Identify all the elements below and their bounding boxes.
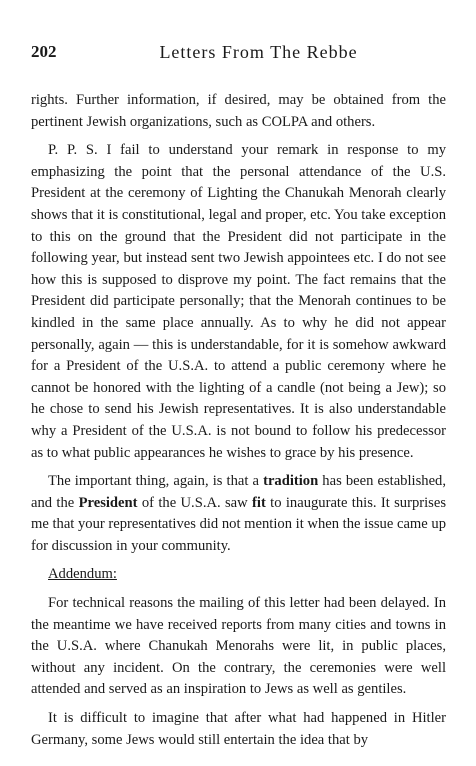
paragraph-tradition xyxy=(31,471,446,557)
text-run: to inaugurate this. It surprises me that your representatives did not mention it when the issue came up for discussion in your community. xyxy=(31,494,447,554)
page-number: 202 xyxy=(31,42,57,61)
bold-word-president: President xyxy=(78,494,138,511)
addendum-heading xyxy=(31,564,446,586)
text-run: has been established, and the xyxy=(31,473,446,511)
running-title: Letters From The Rebbe xyxy=(159,42,358,62)
addendum-label: Addendum: xyxy=(48,566,117,583)
paragraph-pps: P. P. S. I fail to understand your remark in response to my emphasizing the point that the personal attendance of the U.S. President at the ceremony of Lighting the Chanukah Menorah clearly shows that it is constitutional, legal and proper, etc. You take exception to this on the ground that the President did not participate in the following year, but instead sent two Jewish appointees etc. I do not see how this is supposed to disprove my point. The fact remains that the President did participate personally; that the Menorah continues to be kindled in the same place annually. As to why he did not appear personally, again — this is understandable, for it is somehow awkward for a President of the U.S.A. to attend a public ceremony where he cannot be honored with the lighting of a candle (not being a Jew); so he chose to send his Jewish representatives. It is also understandable why a President of the U.S.A. is not bound to follow his predecessor as to what public appearances he wishes to grace by his presence. xyxy=(31,142,446,461)
paragraph-addendum: For technical reasons the mailing of this letter had been delayed. In the meantime we have received reports from many cities and towns in the U.S.A. where Chanukah Menorahs were lit, in public places, without any incident. On the contrary, the ceremonies were well attended and served as an inspiration to Jews as well as gentiles. xyxy=(31,595,446,698)
paragraph-continuation: rights. Further information, if desired, may be obtained from the pertinent Jewish organizations, such as COLPA and others. xyxy=(31,92,446,130)
bold-word-tradition: tradition xyxy=(263,473,319,490)
bold-word-fit: fit xyxy=(252,494,266,511)
text-run: The important thing, again, is that a xyxy=(48,473,264,490)
body-text xyxy=(31,90,446,758)
running-header xyxy=(31,42,446,68)
paragraph-hitler: It is difficult to imagine that after what had happened in Hitler Germany, some Jews would still entertain the idea that by xyxy=(31,710,446,748)
text-run: of the U.S.A. saw xyxy=(137,494,253,511)
